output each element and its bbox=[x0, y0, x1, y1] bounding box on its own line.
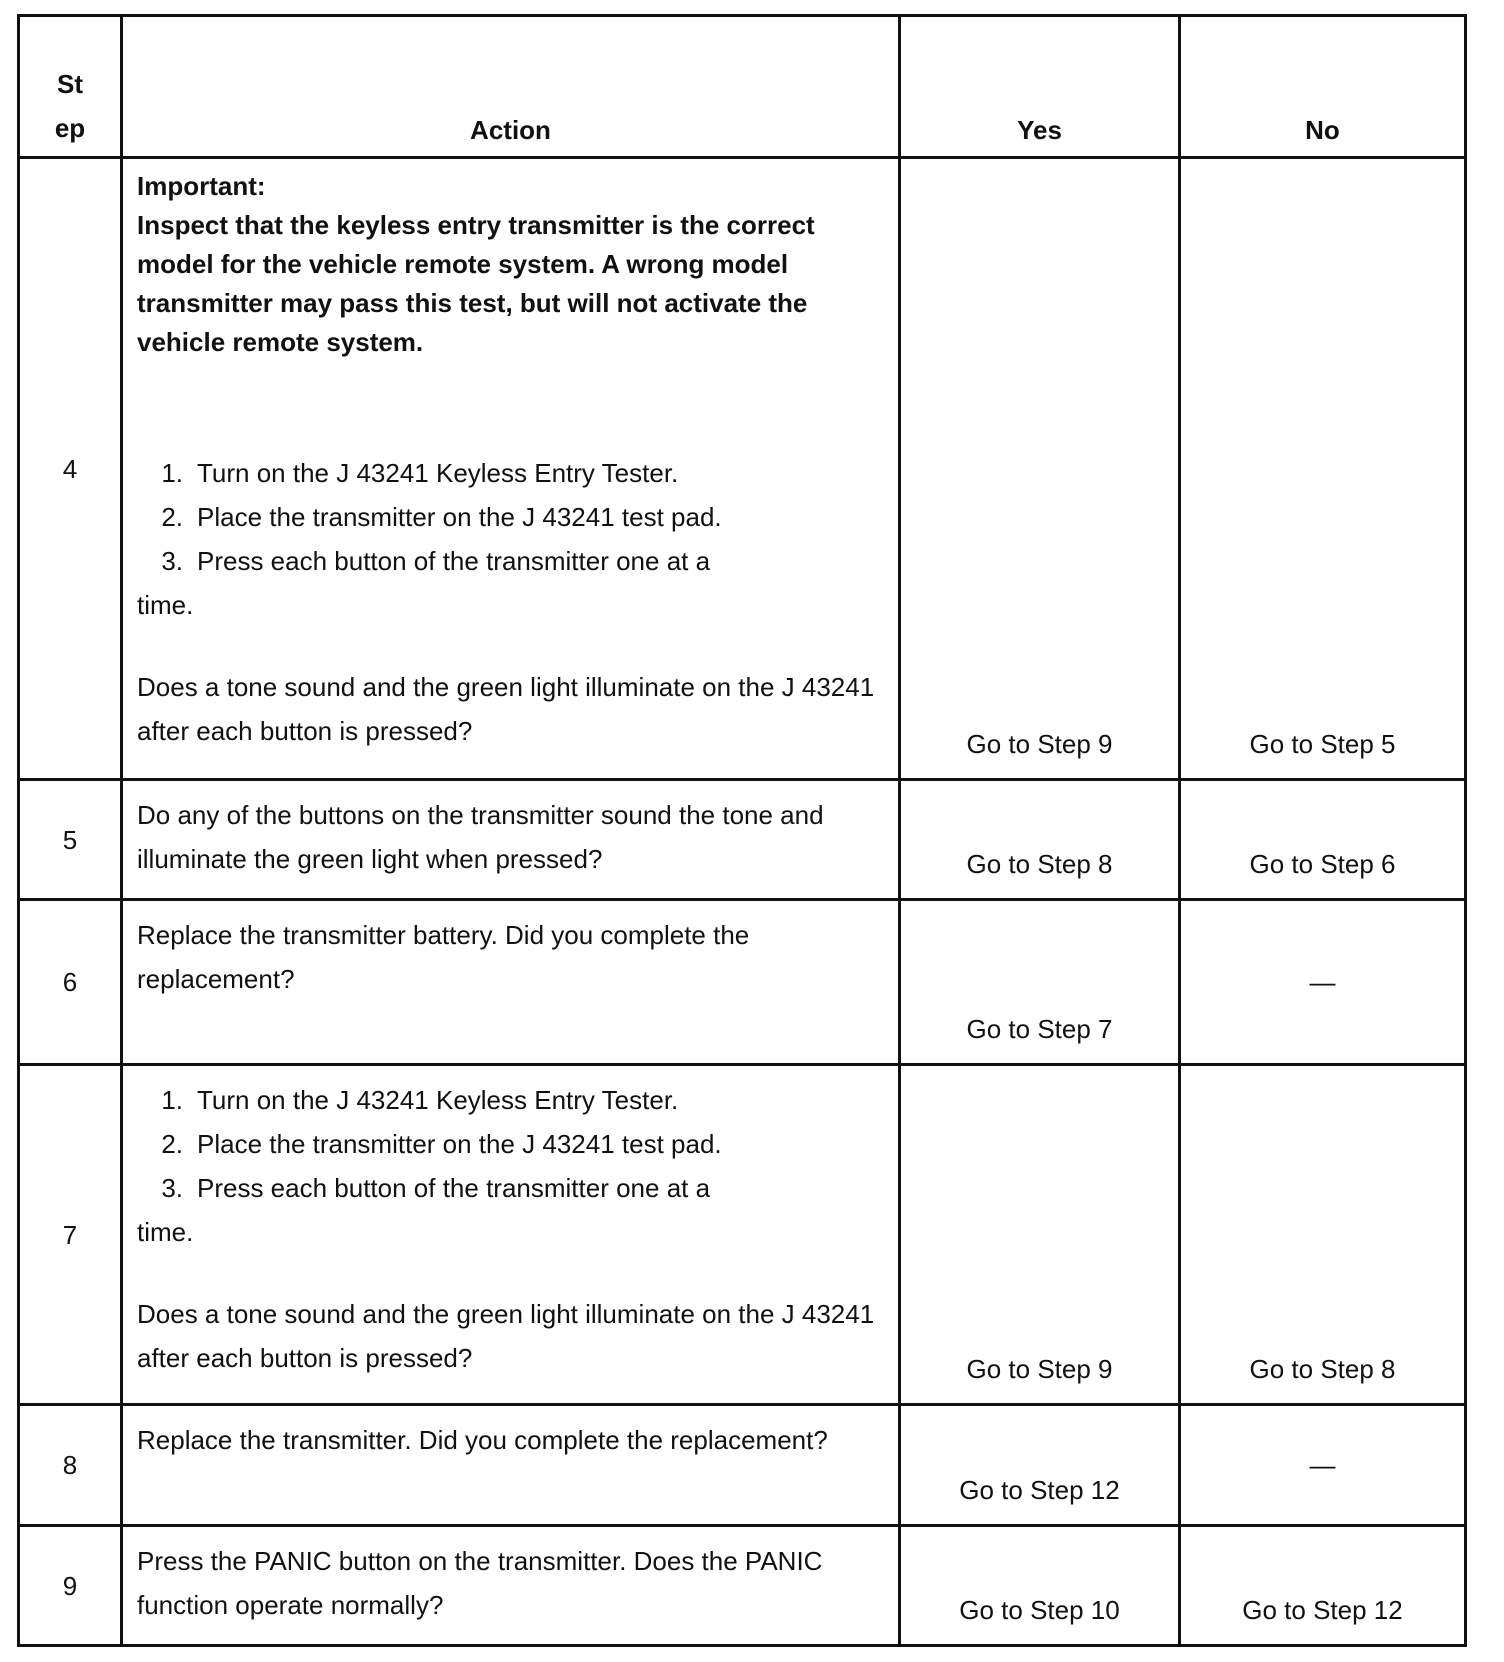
no-outcome: Go to Step 8 bbox=[1180, 1065, 1466, 1405]
procedure-list bbox=[137, 1078, 884, 1210]
diagnostic-table bbox=[17, 14, 1467, 1647]
table-header-row bbox=[19, 16, 1466, 158]
question-text: Does a tone sound and the green light illuminate on the J 43241 after each button is pressed? bbox=[137, 1299, 875, 1373]
yes-outcome: Go to Step 12 bbox=[900, 1405, 1180, 1526]
header-yes: Yes bbox=[900, 16, 1180, 158]
no-outcome: Go to Step 5 bbox=[1180, 158, 1466, 780]
list-item: 2. Place the transmitter on the J 43241 test pad. bbox=[161, 1129, 722, 1159]
list-item: 2. Place the transmitter on the J 43241 test pad. bbox=[161, 502, 722, 532]
header-action: Action bbox=[122, 16, 900, 158]
no-outcome: — bbox=[1180, 900, 1466, 1065]
important-label: Important: bbox=[137, 171, 266, 201]
important-note bbox=[137, 167, 884, 362]
yes-outcome: Go to Step 9 bbox=[900, 158, 1180, 780]
step-number: 7 bbox=[19, 1065, 122, 1405]
action-cell: Do any of the buttons on the transmitter sound the tone and illuminate the green light when pressed? bbox=[122, 780, 900, 900]
question-text: Does a tone sound and the green light illuminate on the J 43241 after each button is pressed? bbox=[137, 672, 875, 746]
action-cell: Replace the transmitter battery. Did you complete the replacement? bbox=[122, 900, 900, 1065]
action-cell: Press the PANIC button on the transmitter. Does the PANIC function operate normally? bbox=[122, 1526, 900, 1646]
list-item-wrap: time. bbox=[137, 1217, 194, 1247]
no-outcome: Go to Step 12 bbox=[1180, 1526, 1466, 1646]
header-no: No bbox=[1180, 16, 1466, 158]
step-number: 4 bbox=[19, 158, 122, 780]
list-item: 3. Press each button of the transmitter one at a bbox=[161, 546, 711, 576]
table-row-step-7 bbox=[19, 1065, 1466, 1405]
table-row-step-4 bbox=[19, 158, 1466, 780]
step-number: 9 bbox=[19, 1526, 122, 1646]
no-outcome: — bbox=[1180, 1405, 1466, 1526]
list-item: 1. Turn on the J 43241 Keyless Entry Tester. bbox=[161, 1085, 679, 1115]
important-text: Inspect that the keyless entry transmitter is the correct model for the vehicle remote system. A wrong model transmitter may pass this test, but will not activate the vehicle remote system. bbox=[137, 210, 815, 357]
yes-outcome: Go to Step 8 bbox=[900, 780, 1180, 900]
action-cell: Replace the transmitter. Did you complete the replacement? bbox=[122, 1405, 900, 1526]
action-cell bbox=[122, 1065, 900, 1405]
list-item: 3. Press each button of the transmitter one at a bbox=[161, 1173, 711, 1203]
table-row-step-9 bbox=[19, 1526, 1466, 1646]
step-number: 8 bbox=[19, 1405, 122, 1526]
yes-outcome: Go to Step 9 bbox=[900, 1065, 1180, 1405]
table-row-step-8 bbox=[19, 1405, 1466, 1526]
yes-outcome: Go to Step 7 bbox=[900, 900, 1180, 1065]
step-number: 6 bbox=[19, 900, 122, 1065]
table-row-step-6 bbox=[19, 900, 1466, 1065]
yes-outcome: Go to Step 10 bbox=[900, 1526, 1180, 1646]
list-item: 1. Turn on the J 43241 Keyless Entry Tester. bbox=[161, 458, 679, 488]
no-outcome: Go to Step 6 bbox=[1180, 780, 1466, 900]
table-row-step-5 bbox=[19, 780, 1466, 900]
action-cell bbox=[122, 158, 900, 780]
procedure-list bbox=[137, 451, 884, 583]
header-step: St ep bbox=[19, 16, 122, 158]
list-item-wrap: time. bbox=[137, 590, 194, 620]
step-number: 5 bbox=[19, 780, 122, 900]
